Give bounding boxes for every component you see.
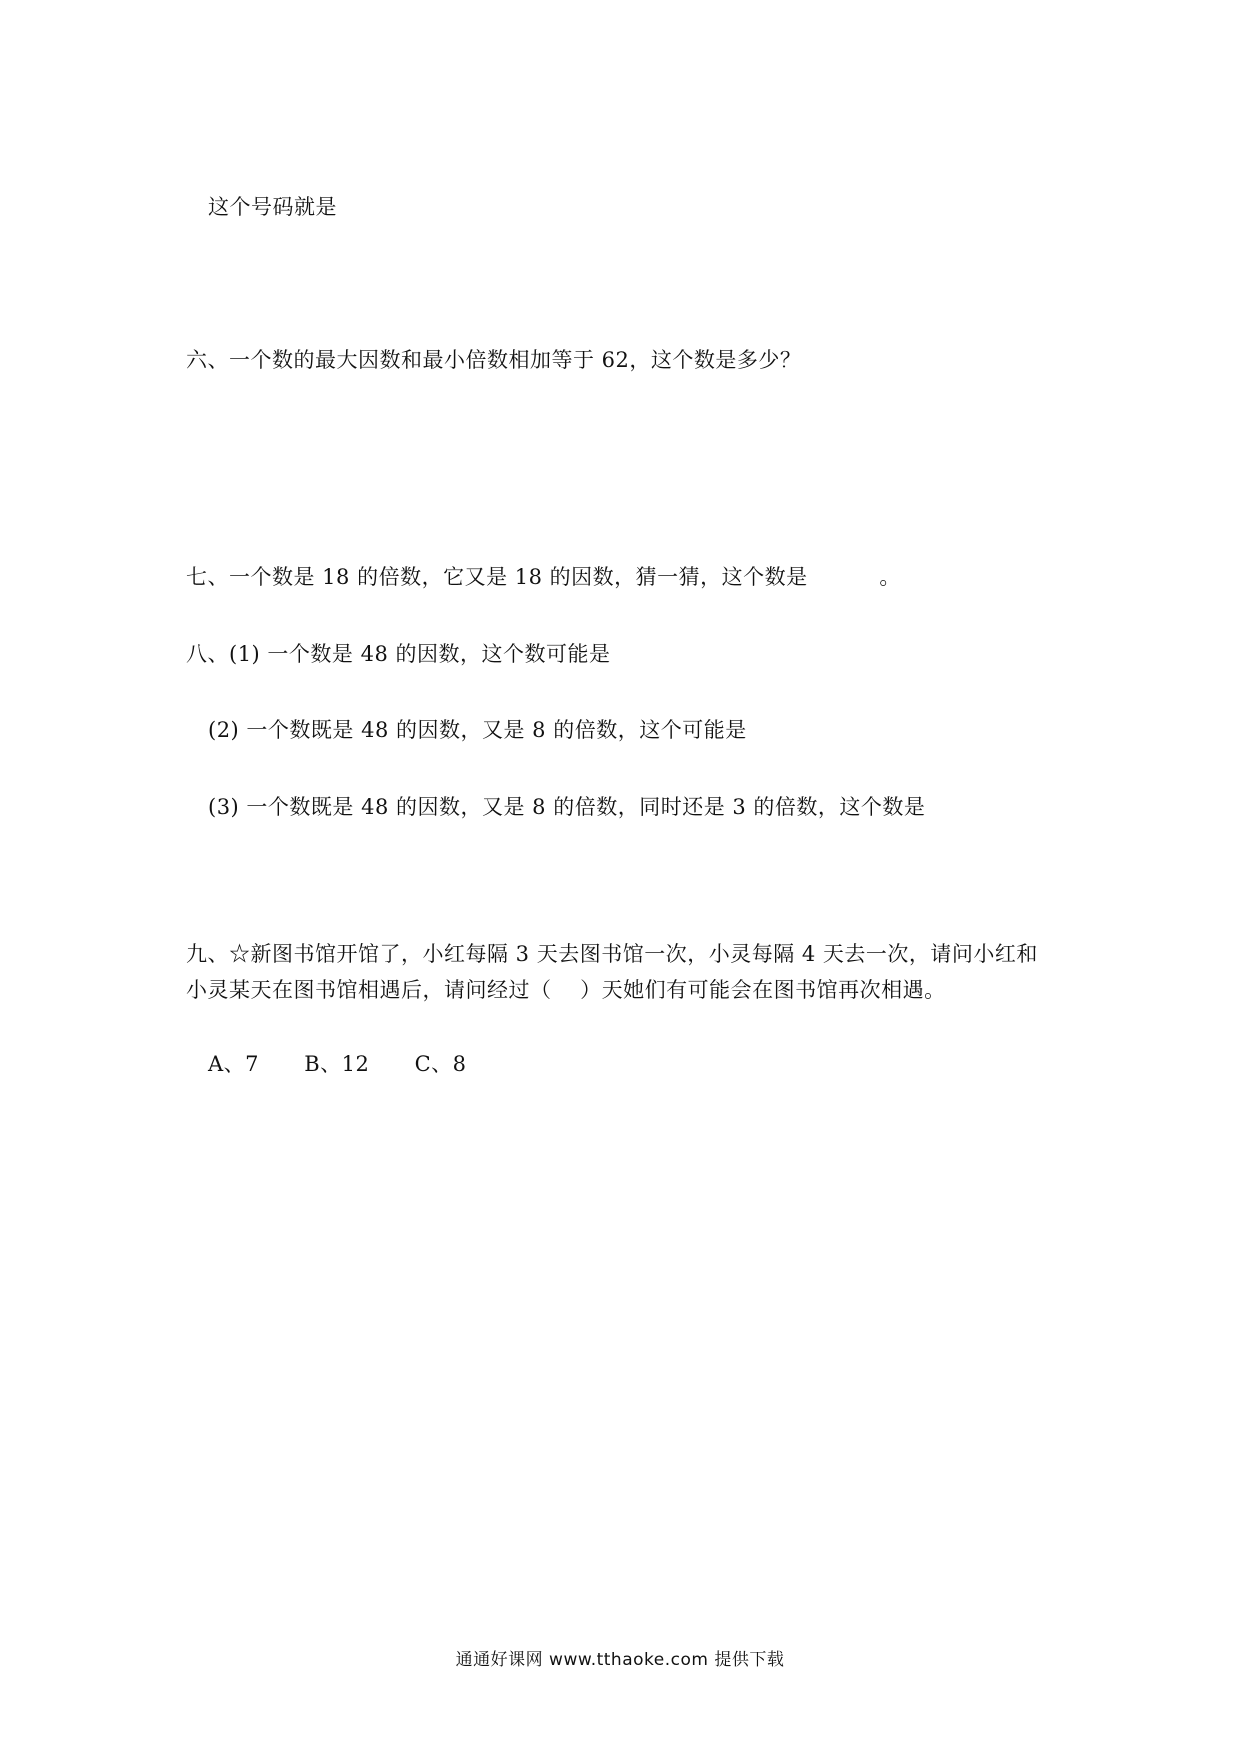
question-9-line-2: 小灵某天在图书馆相遇后，请问经过（ ）天她们有可能会在图书馆再次相遇。: [186, 978, 946, 1002]
page-footer: 通通好课网 www.tthaoke.com 提供下载: [455, 1650, 785, 1670]
question-9-options: [208, 1050, 467, 1078]
option-a: A、7: [208, 1052, 260, 1076]
question-8-part-3: (3) 一个数既是 48 的因数，又是 8 的倍数，同时还是 3 的倍数，这个数是: [208, 795, 926, 819]
question-7: 七、一个数是 18 的倍数，它又是 18 的因数，猜一猜，这个数是 。: [186, 565, 901, 589]
question-8-part-1: 八、(1) 一个数是 48 的因数，这个数可能是: [186, 642, 611, 666]
question-9-line-1: 九、☆新图书馆开馆了，小红每隔 3 天去图书馆一次，小灵每隔 4 天去一次，请问小红和: [186, 942, 1038, 966]
question-8-part-2: (2) 一个数既是 48 的因数，又是 8 的倍数，这个可能是: [208, 718, 747, 742]
option-c: C、8: [414, 1052, 467, 1076]
option-b: B、12: [304, 1052, 370, 1076]
question-6: 六、一个数的最大因数和最小倍数相加等于 62，这个数是多少？: [186, 348, 802, 372]
answer-prompt-text: 这个号码就是: [208, 195, 337, 219]
